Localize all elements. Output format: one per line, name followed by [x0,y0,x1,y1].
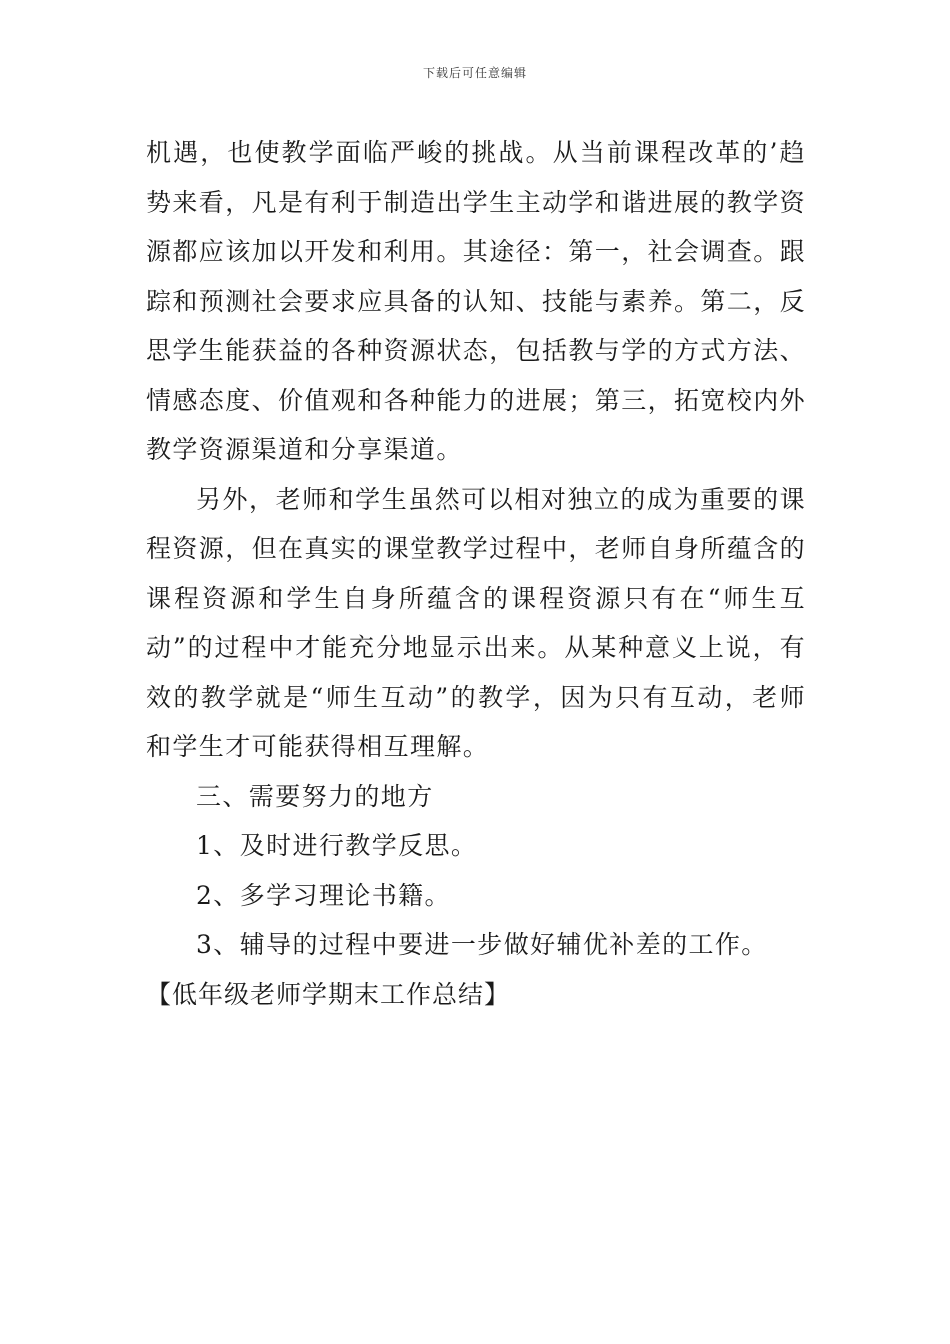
paragraph-resources: 机遇，也使教学面临严峻的挑战。从当前课程改革的’趋势来看，凡是有利于制造出学生主动学和谐进展的教学资源都应该加以开发和利用。其途径：第一，社会调查。跟踪和预测社会要求应具备的认知、技能与素养。第二，反思学生能获益的各种资源状态，包括教与学的方式方法、情感态度、价值观和各种能力的进展；第三，拓宽校内外教学资源渠道和分享渠道。 [146,138,807,464]
section-heading: 三、需要努力的地方 [196,781,434,811]
list-item: 2、多学习理论书籍。 [196,880,451,910]
closing-title: 【低年级老师学期末工作总结】 [146,979,511,1009]
document-body [146,128,806,1019]
list-item: 3、辅导的过程中要进一步做好辅优补差的工作。 [196,930,768,959]
list-item: 1、及时进行教学反思。 [196,831,478,860]
paragraph-teacher-student-interaction: 另外，老师和学生虽然可以相对独立的成为重要的课程资源，但在真实的课堂教学过程中，老师自身所蕴含的课程资源和学生自身所蕴含的课程资源只有在“师生互动”的过程中才能充分地显示出来。从某种意义上说，有效的教学就是“师生互动”的教学，因为只有互动，老师和学生才可能获得相互理解。 [146,484,807,761]
page-header-note: 下载后可任意编辑 [422,66,527,80]
